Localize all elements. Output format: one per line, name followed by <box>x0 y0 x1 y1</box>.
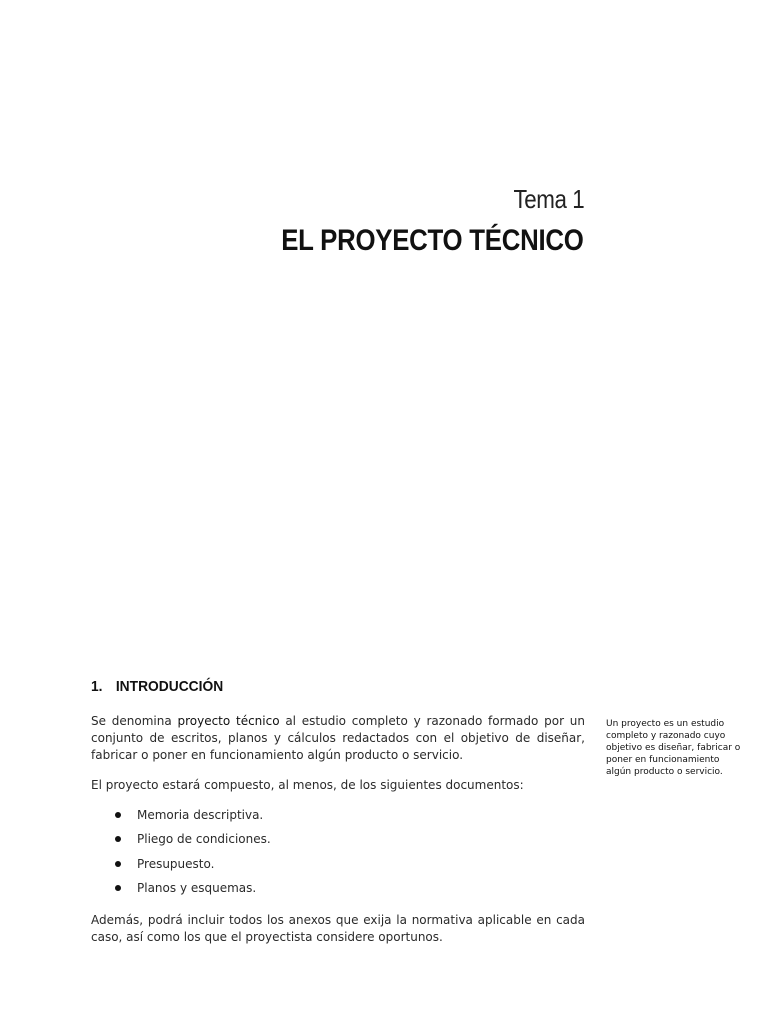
list-item-text: Planos y esquemas. <box>137 880 257 895</box>
intro-term: proyecto técnico <box>177 714 280 728</box>
section-number: 1. <box>91 678 103 695</box>
list-item <box>91 856 585 880</box>
bullet-icon <box>115 836 121 842</box>
bullet-icon <box>115 812 121 818</box>
bullet-icon <box>115 861 121 867</box>
intro-text-after: al estudio completo y razonado formado por un conjunto de escritos, planos y cálculos redactados con el objetivo de diseñar, fabricar o poner en funcionamiento algún producto o servicio. <box>91 714 585 762</box>
list-item-text: Memoria descriptiva. <box>137 808 264 822</box>
list-item-text: Pliego de condiciones. <box>137 832 271 847</box>
list-item <box>91 807 585 831</box>
intro-paragraph <box>91 713 585 764</box>
list-item <box>91 880 585 904</box>
chapter-label: Tema 1 <box>513 184 584 214</box>
intro-text-before: Se denomina <box>91 714 178 728</box>
section-heading <box>91 678 223 695</box>
chapter-title: EL PROYECTO TÉCNICO <box>281 224 584 257</box>
list-intro-paragraph: El proyecto estará compuesto, al menos, de los siguientes documentos: <box>91 778 524 792</box>
list-item-text: Presupuesto. <box>137 856 215 871</box>
bullet-icon <box>115 885 121 891</box>
closing-paragraph: Además, podrá incluir todos los anexos que exija la normativa aplicable en cada caso, así como los que el proyectista considere oportunos. <box>91 913 585 944</box>
margin-note: Un proyecto es un estudio completo y razonado cuyo objetivo es diseñar, fabricar o poner en funcionamiento algún producto o servicio. <box>606 719 741 777</box>
list-item <box>91 831 585 855</box>
section-title: INTRODUCCIÓN <box>115 678 224 695</box>
document-list <box>91 807 585 904</box>
